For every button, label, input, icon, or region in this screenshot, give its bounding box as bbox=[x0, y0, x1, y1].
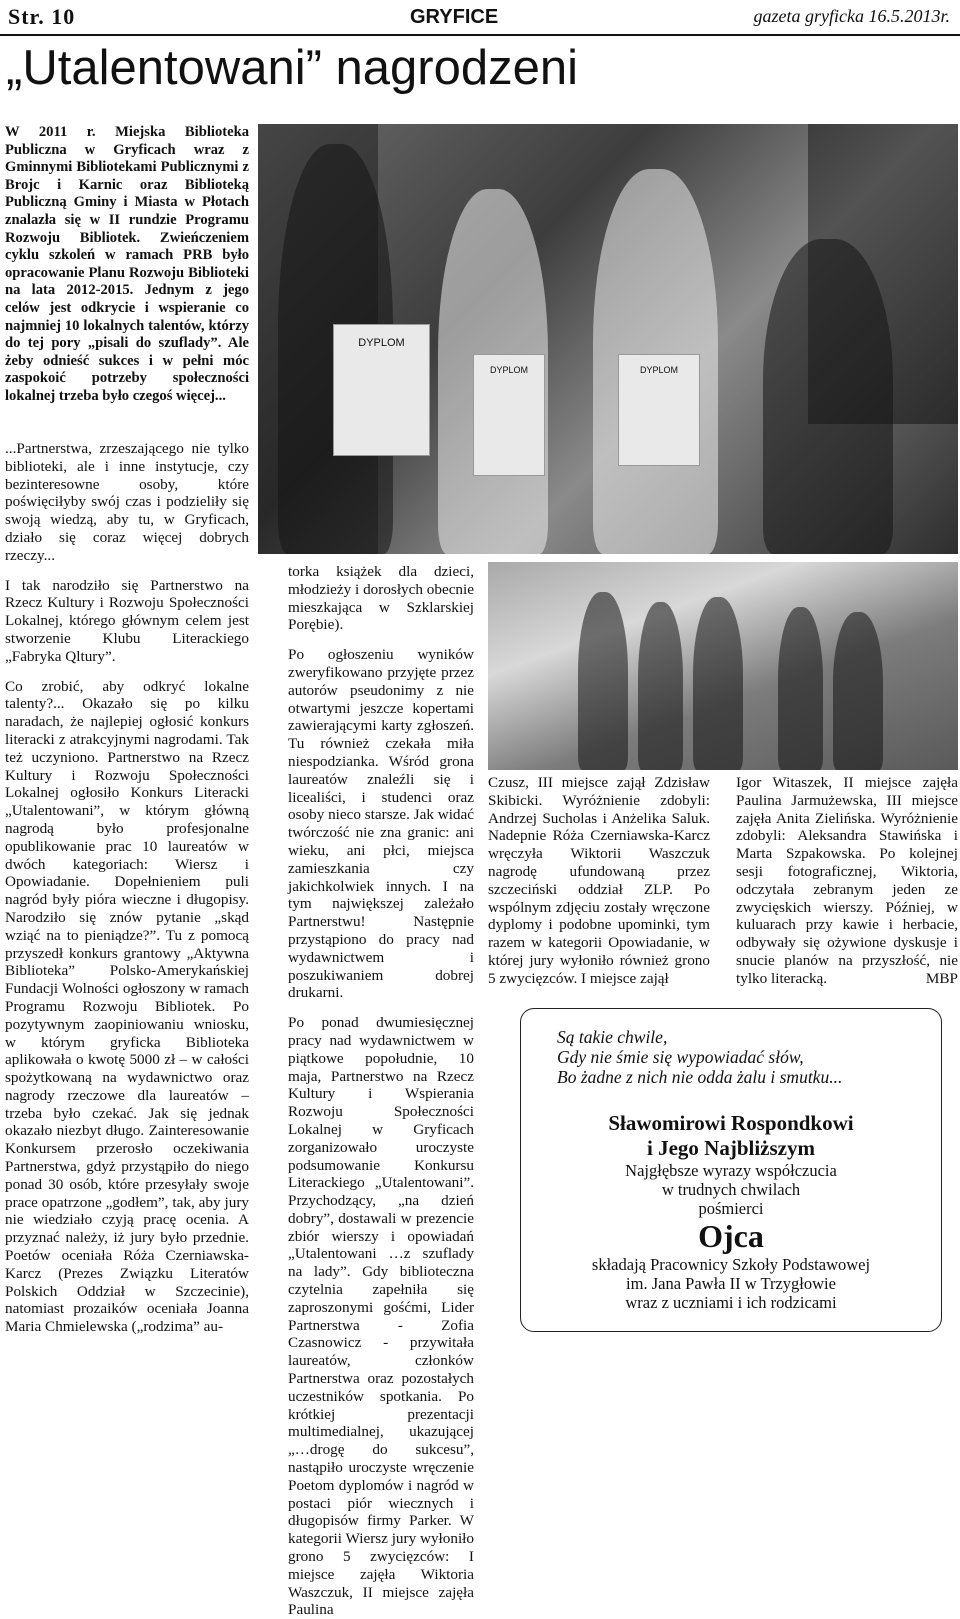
person-figure bbox=[693, 597, 743, 770]
diploma bbox=[473, 354, 545, 476]
paragraph: torka książek dla dzieci, młodzieży i dorosłych obecnie mieszkająca w Szklarskiej Porębie). bbox=[288, 563, 474, 634]
paragraph: I tak narodziło się Partnerstwo na Rzecz Kultury i Rozwoju Społeczności Lokalnej, którego głównym celem jest stworzenie Klubu Literackiego „Fabryka Qltury”. bbox=[5, 576, 249, 665]
condolence-text: Najgłębsze wyrazy współczucia bbox=[625, 1161, 837, 1180]
paragraph: Po ponad dwumiesięcznej pracy nad wydawnictwem w piątkowe popołudnie, 10 maja, Partnerstwo na Rzecz Kultury i Wspierania Rozwoju Społeczności Lokalnej w Gryficach zorganizowało uroczyste podsumowanie Konkursu Literackiego „Utalentowani”. Przychodzący, „na dzień dobry”, dostawali w prezencie zbiór wierszy i opowiadań „Utalentowani …z szuflady na lady”. Gdy biblioteczna czytelnia zapełniła się zaproszonymi gośćmi, Lider Partnerstwa - Zofia Czasnowicz - przywitała laureatów, członków Partnerstwa oraz pozostałych uczestników spotkania. Po krótkiej prezentacji multimedialnej, ukazującej „…drogę do sukcesu”, nastąpiło uroczyste wręczenie Poetom dyplomów i nagród w postaci piór wiecznych i długopisów firmy Parker. W kategorii Wiersz jury wyłoniło grono 5 zwycięzców: I miejsce zajęła Wiktoria Waszczuk, II miejsce zajęła Paulina bbox=[288, 1014, 474, 1619]
diploma bbox=[333, 324, 430, 456]
condolence-recipient: Sławomirowi Rospondkowi bbox=[608, 1111, 854, 1135]
article-column-3: Czusz, III miejsce zajął Zdzisław Skibicki. Wyróżnienie zdobyli: Andrzej Sucholas i Anżelika Saluk. Nadepnie Róża Czerniawska-Karcz wręczyła Wiktorii Waszczuk nagrodę ufundowaną przez szczeciński oddział ZLP. Po wspólnym zdjęciu zostały wręczone dyplomy i podobne upominki, tym razem w kategorii Opowiadanie, w której jury wyłoniło również grono 5 zwycięzców. I miejsce zajął bbox=[488, 774, 710, 987]
diploma-label: DYPLOM bbox=[489, 365, 528, 375]
condolence-recipient-family: i Jego Najbliższym bbox=[647, 1136, 815, 1160]
verse-line: Są takie chwile, bbox=[557, 1027, 668, 1047]
header-rule bbox=[0, 34, 960, 36]
condolence-senders: im. Jana Pawła II w Trzygłowie bbox=[626, 1274, 836, 1293]
section-title: GRYFICE bbox=[410, 6, 499, 28]
article-column-4 bbox=[736, 774, 958, 988]
author-signature: MBP bbox=[925, 969, 958, 987]
paragraph: Co zrobić, aby odkryć lokalne talenty?... Okazało się po kilku naradach, że najlepiej ogłosić konkurs literacki z atrakcyjnymi nagrodami. Tak też uczyniono. Partnerstwo na Rzecz Kultury i Rozwoju Społeczności Lokalnej ogłosiło Konkurs Literacki „Utalentowani”, w którym główną nagrodą było profesjonalne opublikowanie prac 10 laureatów w dwóch kategoriach: Wiersz i Opowiadanie. Dopełnieniem puli nagród były pióra wieczne i długopisy. Narodziło się znów pytanie „skąd wziąć na to pieniądze?”. Tu z pomocą przyszedł konkurs grantowy „Aktywna Biblioteka” Polsko-Amerykańskiej Fundacji Wolności ogłoszony w ramach Programu Rozwoju Bibliotek. Po pozytywnym zaopiniowaniu wniosku, w którym gryficka Biblioteka aplikowała o kwotę 5000 zł – w całości spożytkowaną na wydawnictwo oraz nagrody rzeczowe dla laureatów – trzeba było czekać. Jak się jednak okazało niezbyt długo. Zainteresowanie Konkursem przerosło oczekiwania Partnerstwa, gdyż przystąpiło do niego ponad 30 osób, które przesyłały swoje prace opatrzone „godłem”, tak, aby jury nie wiedziało czyją pracę ocenia. A przyznać należy, iż jury było przednie. Poetów oceniała Róża Czerniawska-Karcz (Prezes Związku Literatów Polskich Oddział w Szczecinie), natomiast prozaików oceniała Joanna Maria Chmielewska („rodzima” au- bbox=[5, 677, 249, 1336]
diploma-label: DYPLOM bbox=[358, 337, 405, 349]
paragraph: Po ogłoszeniu wyników zweryfikowano przyjęte przez autorów pseudonimy z nie otwartymi jeszcze kopertami zawierającymi karty zgłoszeń. Tu również czekała miła niespodzianka. Wśród grona laureatów znaleźli się i licealiści, i studenci oraz osoby nieco starsze. Jak widać twórczość nie zna granic: ani wieku, ani płci, miejsca zamieszkania czy jakichkolwiek innych. I na tym największej zależało Partnerstwu! Następnie przystąpiono do pracy nad wydawnictwem i poszukiwaniem dobrej drukarni. bbox=[288, 646, 474, 1002]
condolence-verse bbox=[557, 1027, 927, 1087]
award-photo-bottom bbox=[488, 562, 958, 770]
person-figure bbox=[778, 607, 823, 770]
article-lead: W 2011 r. Miejska Biblioteka Publiczna w Gryficach wraz z Gminnymi Bibliotekami Publicznymi z Brojc i Karnic oraz Biblioteką Publiczną Gminy i Miasta w Płotach znalazła się w II rundzie Programu Rozwoju Bibliotek. Zwieńczeniem cyklu szkoleń w ramach PRB było opracowanie Planu Rozwoju Biblioteki na lata 2012-2015. Jednym z jego celów jest odkrycie i wspieranie co najmniej 10 lokalnych talentów, którzy do tej pory „pisali do szuflady”. Ale żeby odnieść sukces i w pełni móc zaspokoić potrzeby społeczności lokalnej trzeba było czegoś więcej... bbox=[5, 124, 249, 404]
diploma-label: DYPLOM bbox=[639, 365, 678, 375]
paragraph: ...Partnerstwa, zrzeszającego nie tylko biblioteki, ale i inne instytucje, czy bezinteresowne osoby, które poświęciłyby swój czas i podzieliły się swoją wiedzą, aby tu, w Gryficach, działo się coraz więcej dobrych rzeczy... bbox=[5, 440, 249, 564]
article-column-1 bbox=[5, 440, 249, 1336]
verse-line: Gdy nie śmie się wypowiadać słów, bbox=[557, 1047, 804, 1067]
article-column-2 bbox=[288, 563, 474, 1619]
verse-line: Bo żadne z nich nie odda żalu i smutku... bbox=[557, 1067, 843, 1087]
award-photo-top bbox=[258, 124, 958, 554]
person-figure bbox=[578, 592, 628, 770]
condolence-senders: składają Pracownicy Szkoły Podstawowej bbox=[591, 1255, 871, 1274]
person-figure bbox=[638, 602, 683, 770]
page-number: Str. 10 bbox=[8, 4, 76, 29]
gazette-date: gazeta gryficka 16.5.2013r. bbox=[753, 6, 950, 26]
diploma bbox=[618, 354, 700, 466]
article-headline: „Utalentowani” nagrodzeni bbox=[6, 41, 578, 95]
person-figure bbox=[833, 612, 883, 770]
paragraph: Igor Witaszek, II miejsce zajęła Paulina Jarmużewska, III miejsce zajęła Anita Zielińska. Wyróżnienie zdobyli: Aleksandra Stawińska i Marta Szpakowska. Po kolejnej sesji fotograficznej, Wiktoria, odczytała zebranym jeden ze zwycięskich wierszy. Później, w kuluarach przy kawie i herbacie, odbywały się ożywione dyskusje i snucie planów na przyszłość, nie tylko literacką. bbox=[736, 774, 958, 987]
condolence-text: w trudnych chwilach bbox=[661, 1180, 801, 1199]
condolence-text: pośmierci bbox=[698, 1199, 764, 1218]
condolence-deceased: Ojca bbox=[698, 1218, 764, 1254]
condolence-senders: wraz z uczniami i ich rodzicami bbox=[625, 1293, 837, 1312]
person-figure bbox=[763, 239, 893, 554]
condolence-box bbox=[520, 1008, 942, 1332]
condolence-body bbox=[521, 1111, 941, 1312]
